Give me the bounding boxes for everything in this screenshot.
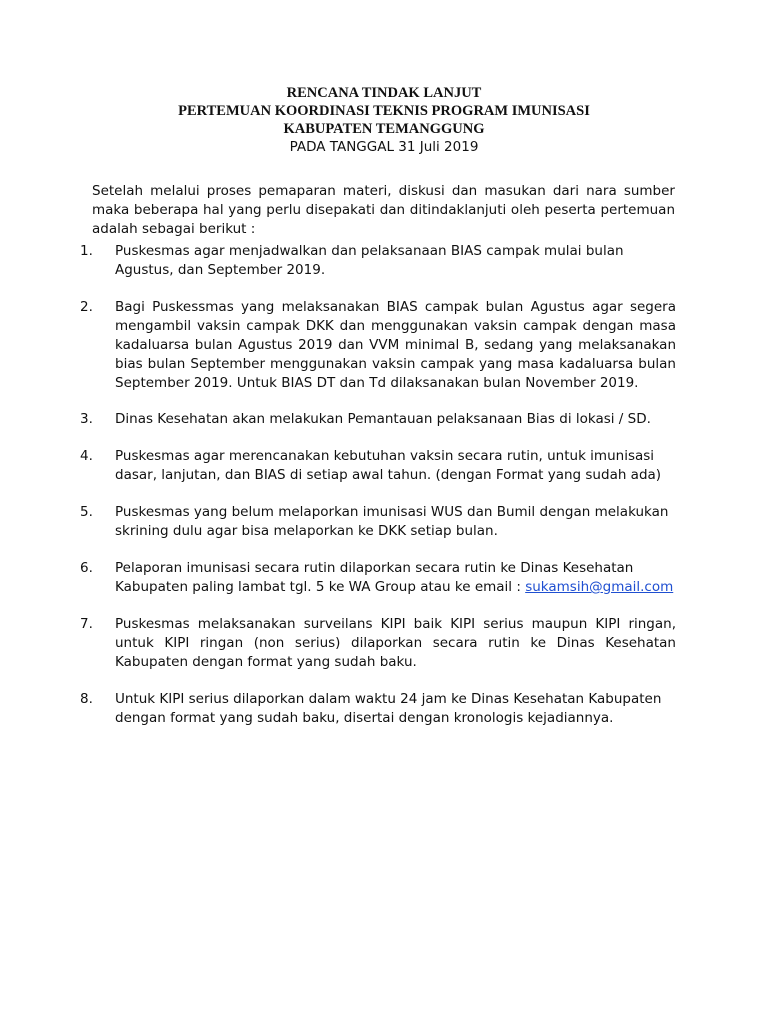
list-item-text: Puskesmas agar menjadwalkan dan pelaksanaan BIAS campak mulai bulan Agustus, dan September 2019.	[115, 243, 624, 278]
list-item	[80, 242, 676, 280]
list-item	[80, 690, 676, 728]
list-item	[80, 559, 676, 597]
list-item-text	[115, 559, 676, 597]
header-title-line-3: KABUPATEN TEMANGGUNG	[283, 121, 485, 137]
list-item	[80, 410, 676, 429]
list-item-number: 5.	[80, 504, 93, 520]
email-link[interactable]: sukamsih@gmail.com	[525, 579, 674, 595]
header-title-line-2: PERTEMUAN KOORDINASI TEKNIS PROGRAM IMUNISASI	[178, 103, 590, 119]
list-item-text: Puskesmas agar merencanakan kebutuhan vaksin secara rutin, untuk imunisasi dasar, lanjutan, dan BIAS di setiap awal tahun. (dengan Format yang sudah ada)	[115, 448, 662, 483]
list-item-number: 7.	[80, 616, 93, 632]
list-item-text: Bagi Puskessmas yang melaksanakan BIAS campak bulan Agustus agar segera mengambil vaksin campak DKK dan menggunakan vaksin campak dengan masa kadaluarsa bulan Agustus 2019 dan VVM minimal B, sedang yang melaksanakan bias bulan September menggunakan vaksin campak yang masa kadaluarsa bulan September 2019. Untuk BIAS DT dan Td dilaksanakan bulan November 2019.	[115, 299, 676, 391]
list-item	[80, 503, 676, 541]
list-item-text: Dinas Kesehatan akan melakukan Pemantauan pelaksanaan Bias di lokasi / SD.	[115, 411, 651, 427]
list-item-number: 8.	[80, 691, 93, 707]
header-title-line-1: RENCANA TINDAK LANJUT	[286, 85, 482, 101]
list-item-number: 6.	[80, 560, 93, 576]
list-item-text-body: Pelaporan imunisasi secara rutin dilaporkan secara rutin ke Dinas Kesehatan Kabupaten paling lambat tgl. 5 ke WA Group atau ke email :	[115, 560, 634, 595]
list-item	[80, 447, 676, 485]
list-item-number: 4.	[80, 448, 93, 464]
list-item-text: Untuk KIPI serius dilaporkan dalam waktu 24 jam ke Dinas Kesehatan Kabupaten dengan format yang sudah baku, disertai dengan kronologis kejadiannya.	[115, 691, 662, 726]
list-item-number: 1.	[80, 243, 93, 259]
list-item-number: 3.	[80, 411, 93, 427]
list-item	[80, 298, 676, 393]
list-item-text: Puskesmas melaksanakan surveilans KIPI baik KIPI serius maupun KIPI ringan, untuk KIPI ringan (non serius) dilaporkan secara rutin ke Dinas Kesehatan Kabupaten dengan format yang sudah baku.	[115, 616, 676, 670]
list-item	[80, 615, 676, 672]
document-header	[90, 84, 678, 156]
list-item-text: Puskesmas yang belum melaporkan imunisasi WUS dan Bumil dengan melakukan skrining dulu agar bisa melaporkan ke DKK setiap bulan.	[115, 504, 669, 539]
list-item-number: 2.	[80, 299, 93, 315]
action-item-list	[80, 242, 676, 746]
intro-paragraph: Setelah melalui proses pemaparan materi, diskusi dan masukan dari nara sumber maka beberapa hal yang perlu disepakati dan ditindaklanjuti oleh peserta pertemuan adalah sebagai berikut :	[92, 183, 675, 237]
header-date-line: PADA TANGGAL 31 Juli 2019	[289, 139, 479, 155]
